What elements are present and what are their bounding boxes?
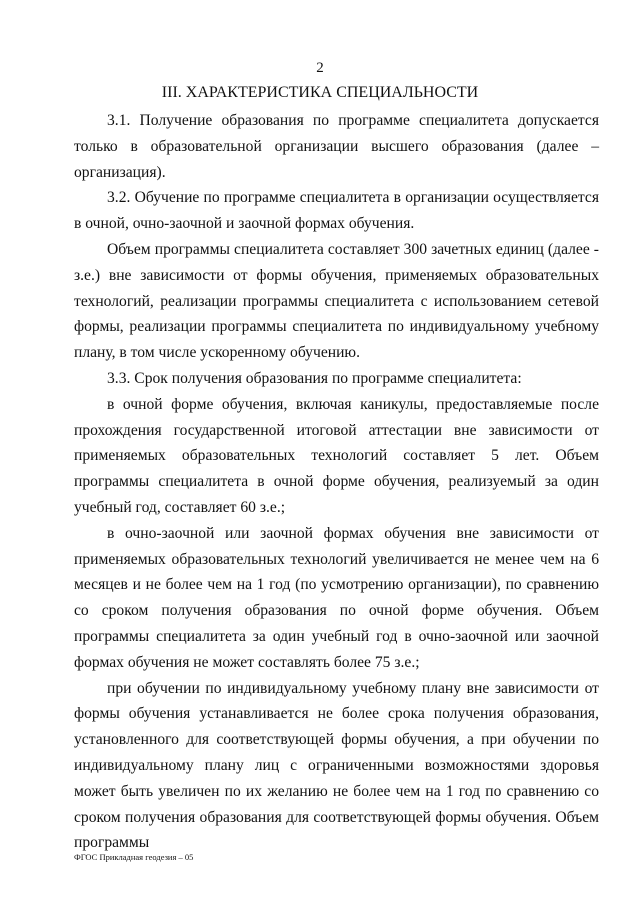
- footer-text: ФГОС Прикладная геодезия – 05: [74, 852, 194, 862]
- paragraph-3-2: 3.2. Обучение по программе специалитета в организации осуществляется в очной, очно-заочной и заочной формах обучения.: [74, 189, 599, 233]
- paragraph-program-volume: Объем программы специалитета составляет 300 зачетных единиц (далее - з.е.) вне зависимости от формы обучения, применяемых образовательных технологий, реализации программы специалитета с использованием сетевой формы, реализации программы специалитета по индивидуальному учебному плану, в том числе ускоренному обучению.: [74, 240, 599, 362]
- page-number: 2: [316, 60, 324, 76]
- section-title: III. ХАРАКТЕРИСТИКА СПЕЦИАЛЬНОСТИ: [161, 84, 479, 101]
- paragraph-3-1: 3.1. Получение образования по программе специалитета допускается только в образовательной организации высшего образования (далее – организация).: [74, 112, 599, 181]
- paragraph-full-time: в очной форме обучения, включая каникулы, предоставляемые после прохождения государственной итоговой аттестации вне зависимости от применяемых образовательных технологий составляет 5 лет. Объем программы специалитета в очной форме обучения, реализуемый за один учебный год, составляет 60 з.е.;: [74, 395, 599, 516]
- paragraph-individual-plan: при обучении по индивидуальному учебному плану вне зависимости от формы обучения устанавливается не более срока получения образования, установленного для соответствующей формы обучения, а при обучении по индивидуальному плану лиц с ограниченными возможностями здоровья может быть увеличен по их желанию не более чем на 1 год по сравнению со сроком получения образования для соответствующей формы обучения. Объем программы: [74, 679, 599, 852]
- paragraph-3-3: 3.3. Срок получения образования по программе специалитета:: [107, 369, 522, 387]
- paragraph-part-time: в очно-заочной или заочной формах обучения вне зависимости от применяемых образовательных технологий увеличивается не менее чем на 6 месяцев и не более чем на 1 год (по усмотрению организации), по сравнению со сроком получения образования по очной форме обучения. Объем программы специалитета за один учебный год в очно-заочной или заочной формах обучения не может составлять более 75 з.е.;: [74, 524, 599, 671]
- document-body: [74, 108, 599, 856]
